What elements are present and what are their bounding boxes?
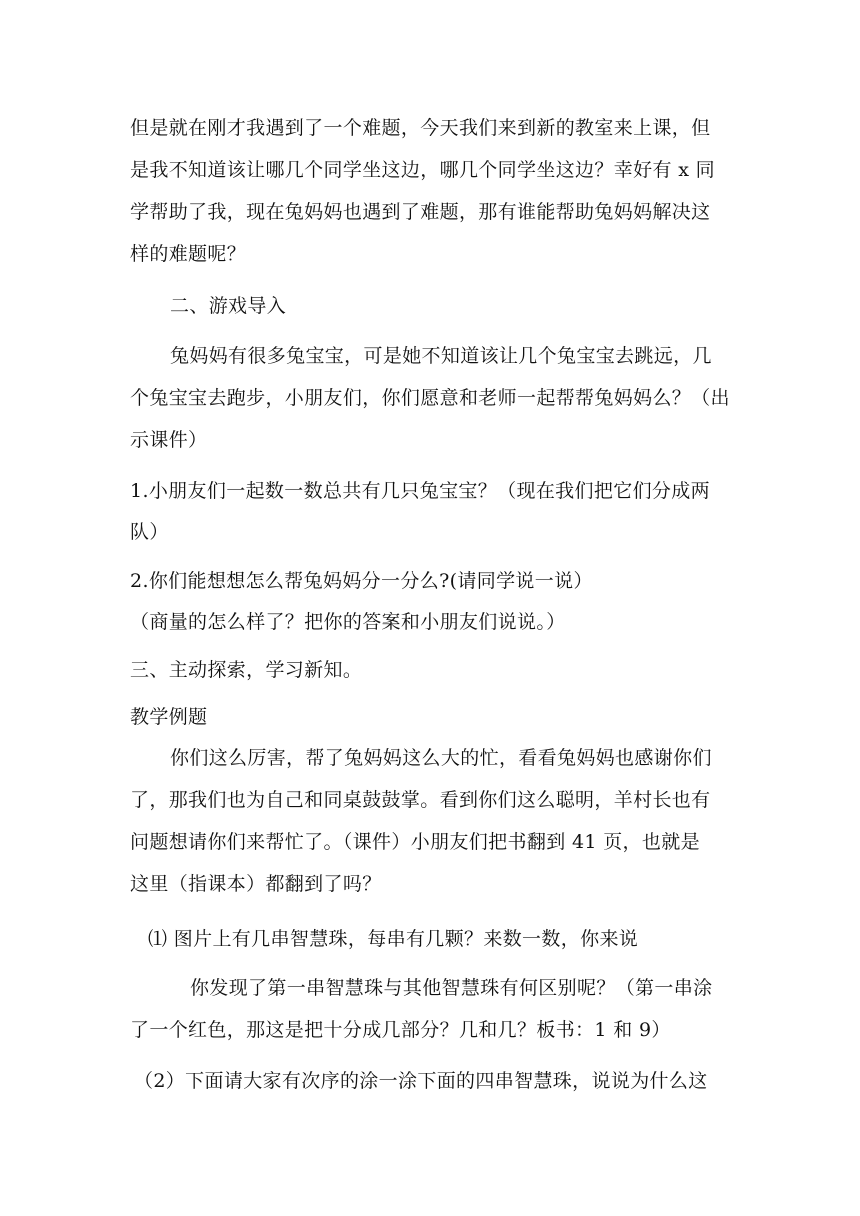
text-line-3: 学帮助了我，现在兔妈妈也遇到了难题，那有谁能帮助兔妈妈解决这 xyxy=(130,201,711,223)
text-line-11: 2.你们能想想怎么帮兔妈妈分一分么?(请同学说一说） xyxy=(130,570,593,592)
text-line-1: 但是就在刚才我遇到了一个难题，今天我们来到新的教室来上课，但 xyxy=(130,117,711,139)
section-heading-explore: 三、主动探索，学习新知。 xyxy=(130,659,363,681)
section-heading-game: 二、游戏导入 xyxy=(170,295,287,317)
text-line-7: 个兔宝宝去跑步，小朋友们，你们愿意和老师一起帮帮兔妈妈么？（出 xyxy=(130,387,730,409)
text-line-15: 你们这么厉害，帮了兔妈妈这么大的忙，看看兔妈妈也感谢你们 xyxy=(170,747,712,769)
text-line-4: 样的难题呢？ xyxy=(130,243,247,265)
text-line-10: 队） xyxy=(130,521,169,543)
text-line-18: 这里（指课本）都翻到了吗？ xyxy=(130,873,382,895)
text-line-19: ⑴ 图片上有几串智慧珠，每串有几颗？来数一数，你来说 xyxy=(148,928,639,950)
text-line-21: 了一个红色，那这是把十分成几部分？几和几？板书：1 和 9） xyxy=(130,1019,671,1041)
text-line-20: 你发现了第一串智慧珠与其他智慧珠有何区别呢？（第一串涂 xyxy=(190,977,713,999)
text-line-22: （2）下面请大家有次序的涂一涂下面的四串智慧珠，说说为什么这 xyxy=(134,1070,708,1092)
text-line-16: 了，那我们也为自己和同桌鼓鼓掌。看到你们这么聪明，羊村长也有 xyxy=(130,789,711,811)
text-line-17: 问题想请你们来帮忙了。（课件）小朋友们把书翻到 41 页，也就是 xyxy=(130,831,700,853)
text-line-9: 1.小朋友们一起数一数总共有几只兔宝宝？（现在我们把它们分成两 xyxy=(130,480,710,502)
text-line-6: 兔妈妈有很多兔宝宝，可是她不知道该让几个兔宝宝去跳远，几 xyxy=(170,345,712,367)
text-line-8: 示课件） xyxy=(130,429,208,451)
subheading-example: 教学例题 xyxy=(130,706,208,728)
text-line-12: （商量的怎么样了？把你的答案和小朋友们说说。） xyxy=(130,611,566,633)
text-line-2: 是我不知道该让哪几个同学坐这边，哪几个同学坐这边？幸好有 x 同 xyxy=(130,159,715,181)
